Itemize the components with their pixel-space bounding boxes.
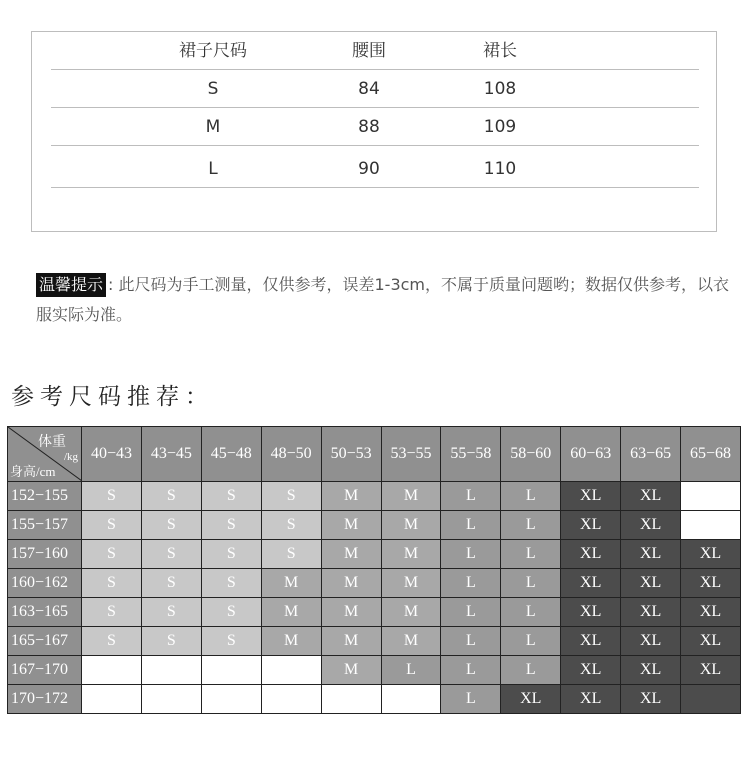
size-value: L [208,159,218,179]
size-cell: M [381,627,441,656]
measurement-tip [36,270,741,330]
size-cell [681,482,741,511]
size-cell: L [441,540,501,569]
size-cell: M [321,569,381,598]
size-cell: S [141,482,201,511]
size-cell: XL [621,511,681,540]
length-value: 110 [483,159,517,179]
recommendation-body [8,482,741,714]
size-cell: L [441,656,501,685]
length-value: 109 [483,117,517,137]
weight-column-header: 60−63 [561,427,621,482]
weight-label: 体重 [38,435,66,450]
height-row-header: 152−155 [8,482,82,511]
size-cell: XL [681,656,741,685]
size-cell: XL [681,627,741,656]
size-cell: L [501,482,561,511]
height-row-header: 170−172 [8,685,82,714]
size-cell: XL [621,540,681,569]
size-cell: XL [681,569,741,598]
size-cell [261,656,321,685]
height-row-header: 167−170 [8,656,82,685]
size-cell: M [321,656,381,685]
size-cell: L [501,569,561,598]
size-cell: L [441,482,501,511]
size-cell: S [261,482,321,511]
size-cell: M [381,540,441,569]
size-cell: M [321,540,381,569]
size-cell: XL [561,598,621,627]
weight-column-header: 65−68 [681,427,741,482]
size-cell [261,685,321,714]
waist-value: 88 [358,117,380,137]
size-cell [681,511,741,540]
size-cell: XL [681,598,741,627]
size-cell: XL [561,685,621,714]
size-cell: XL [561,482,621,511]
height-row-header: 165−167 [8,627,82,656]
size-cell: L [441,598,501,627]
weight-column-header: 48−50 [261,427,321,482]
weight-column-header: 58−60 [501,427,561,482]
size-cell: M [381,511,441,540]
size-cell: S [201,511,261,540]
size-cell: XL [561,569,621,598]
size-chart-row [51,70,699,108]
height-row-header: 163−165 [8,598,82,627]
size-cell [82,685,142,714]
size-value: M [205,117,221,137]
size-cell: S [201,569,261,598]
recommendation-title: 参考尺码推荐： [11,384,214,410]
size-cell: S [261,540,321,569]
size-cell [681,685,741,714]
size-cell: XL [621,656,681,685]
weight-column-header: 53−55 [381,427,441,482]
size-chart-header-row [51,32,699,70]
table-row [8,627,741,656]
waist-value: 90 [358,159,380,179]
size-cell [381,685,441,714]
length-value: 108 [483,79,517,99]
size-cell: M [321,598,381,627]
waist-value: 84 [358,79,380,99]
size-cell [141,685,201,714]
header-waist: 腰围 [352,41,386,61]
size-cell: S [82,569,142,598]
size-cell [201,656,261,685]
size-cell: M [321,627,381,656]
size-cell: L [501,598,561,627]
weight-column-header: 63−65 [621,427,681,482]
table-row [8,540,741,569]
size-cell: L [501,627,561,656]
size-cell: S [201,540,261,569]
size-chart-box [31,31,717,232]
table-row [8,569,741,598]
size-cell: M [321,482,381,511]
size-cell: XL [561,656,621,685]
size-chart-row [51,146,699,188]
size-cell: M [381,482,441,511]
weight-column-header: 43−45 [141,427,201,482]
size-cell: L [501,540,561,569]
weight-unit-label: /kg [64,451,79,463]
size-cell: XL [561,627,621,656]
size-cell: S [82,482,142,511]
size-cell: XL [561,540,621,569]
size-cell: M [381,598,441,627]
size-cell: S [201,598,261,627]
size-cell: XL [621,598,681,627]
height-row-header: 155−157 [8,511,82,540]
size-cell: L [381,656,441,685]
size-cell: S [82,598,142,627]
size-cell: M [381,569,441,598]
size-cell: S [201,627,261,656]
size-cell [82,656,142,685]
size-cell: XL [621,627,681,656]
recommendation-header-row [8,427,741,482]
size-cell: S [141,569,201,598]
size-cell: L [441,511,501,540]
size-cell: L [501,656,561,685]
size-cell [141,656,201,685]
header-length: 裙长 [483,41,517,61]
size-cell: S [82,627,142,656]
tip-text: : 此尺码为手工测量，仅供参考，误差1-3cm，不属于质量问题哟；数据仅供参考，以衣服实际为准。 [36,275,730,324]
size-cell: XL [621,685,681,714]
size-cell [201,685,261,714]
header-skirt-size: 裙子尺码 [179,41,247,61]
size-cell: XL [681,540,741,569]
size-cell: S [82,511,142,540]
size-cell: M [261,627,321,656]
weight-column-header: 45−48 [201,427,261,482]
size-cell: XL [621,482,681,511]
height-row-header: 157−160 [8,540,82,569]
size-cell: S [141,511,201,540]
height-row-header: 160−162 [8,569,82,598]
corner-cell [8,427,82,482]
size-cell: XL [501,685,561,714]
size-value: S [207,79,219,99]
size-cell: S [141,540,201,569]
size-cell: M [321,511,381,540]
size-cell: S [141,627,201,656]
table-row [8,685,741,714]
size-cell: L [441,569,501,598]
size-cell: S [82,540,142,569]
size-cell: L [441,685,501,714]
size-chart-row [51,108,699,146]
size-cell [321,685,381,714]
size-cell: XL [621,569,681,598]
weight-column-header: 55−58 [441,427,501,482]
recommendation-table [7,426,741,714]
size-cell: S [141,598,201,627]
size-cell: M [261,569,321,598]
size-cell: XL [561,511,621,540]
size-cell: M [261,598,321,627]
size-cell: L [501,511,561,540]
weight-column-header: 40−43 [82,427,142,482]
table-row [8,598,741,627]
weight-column-header: 50−53 [321,427,381,482]
table-row [8,482,741,511]
table-row [8,511,741,540]
size-cell: S [201,482,261,511]
tip-label: 温馨提示 [36,273,106,297]
size-cell: L [441,627,501,656]
table-row [8,656,741,685]
height-label: 身高/cm [10,464,56,479]
size-cell: S [261,511,321,540]
